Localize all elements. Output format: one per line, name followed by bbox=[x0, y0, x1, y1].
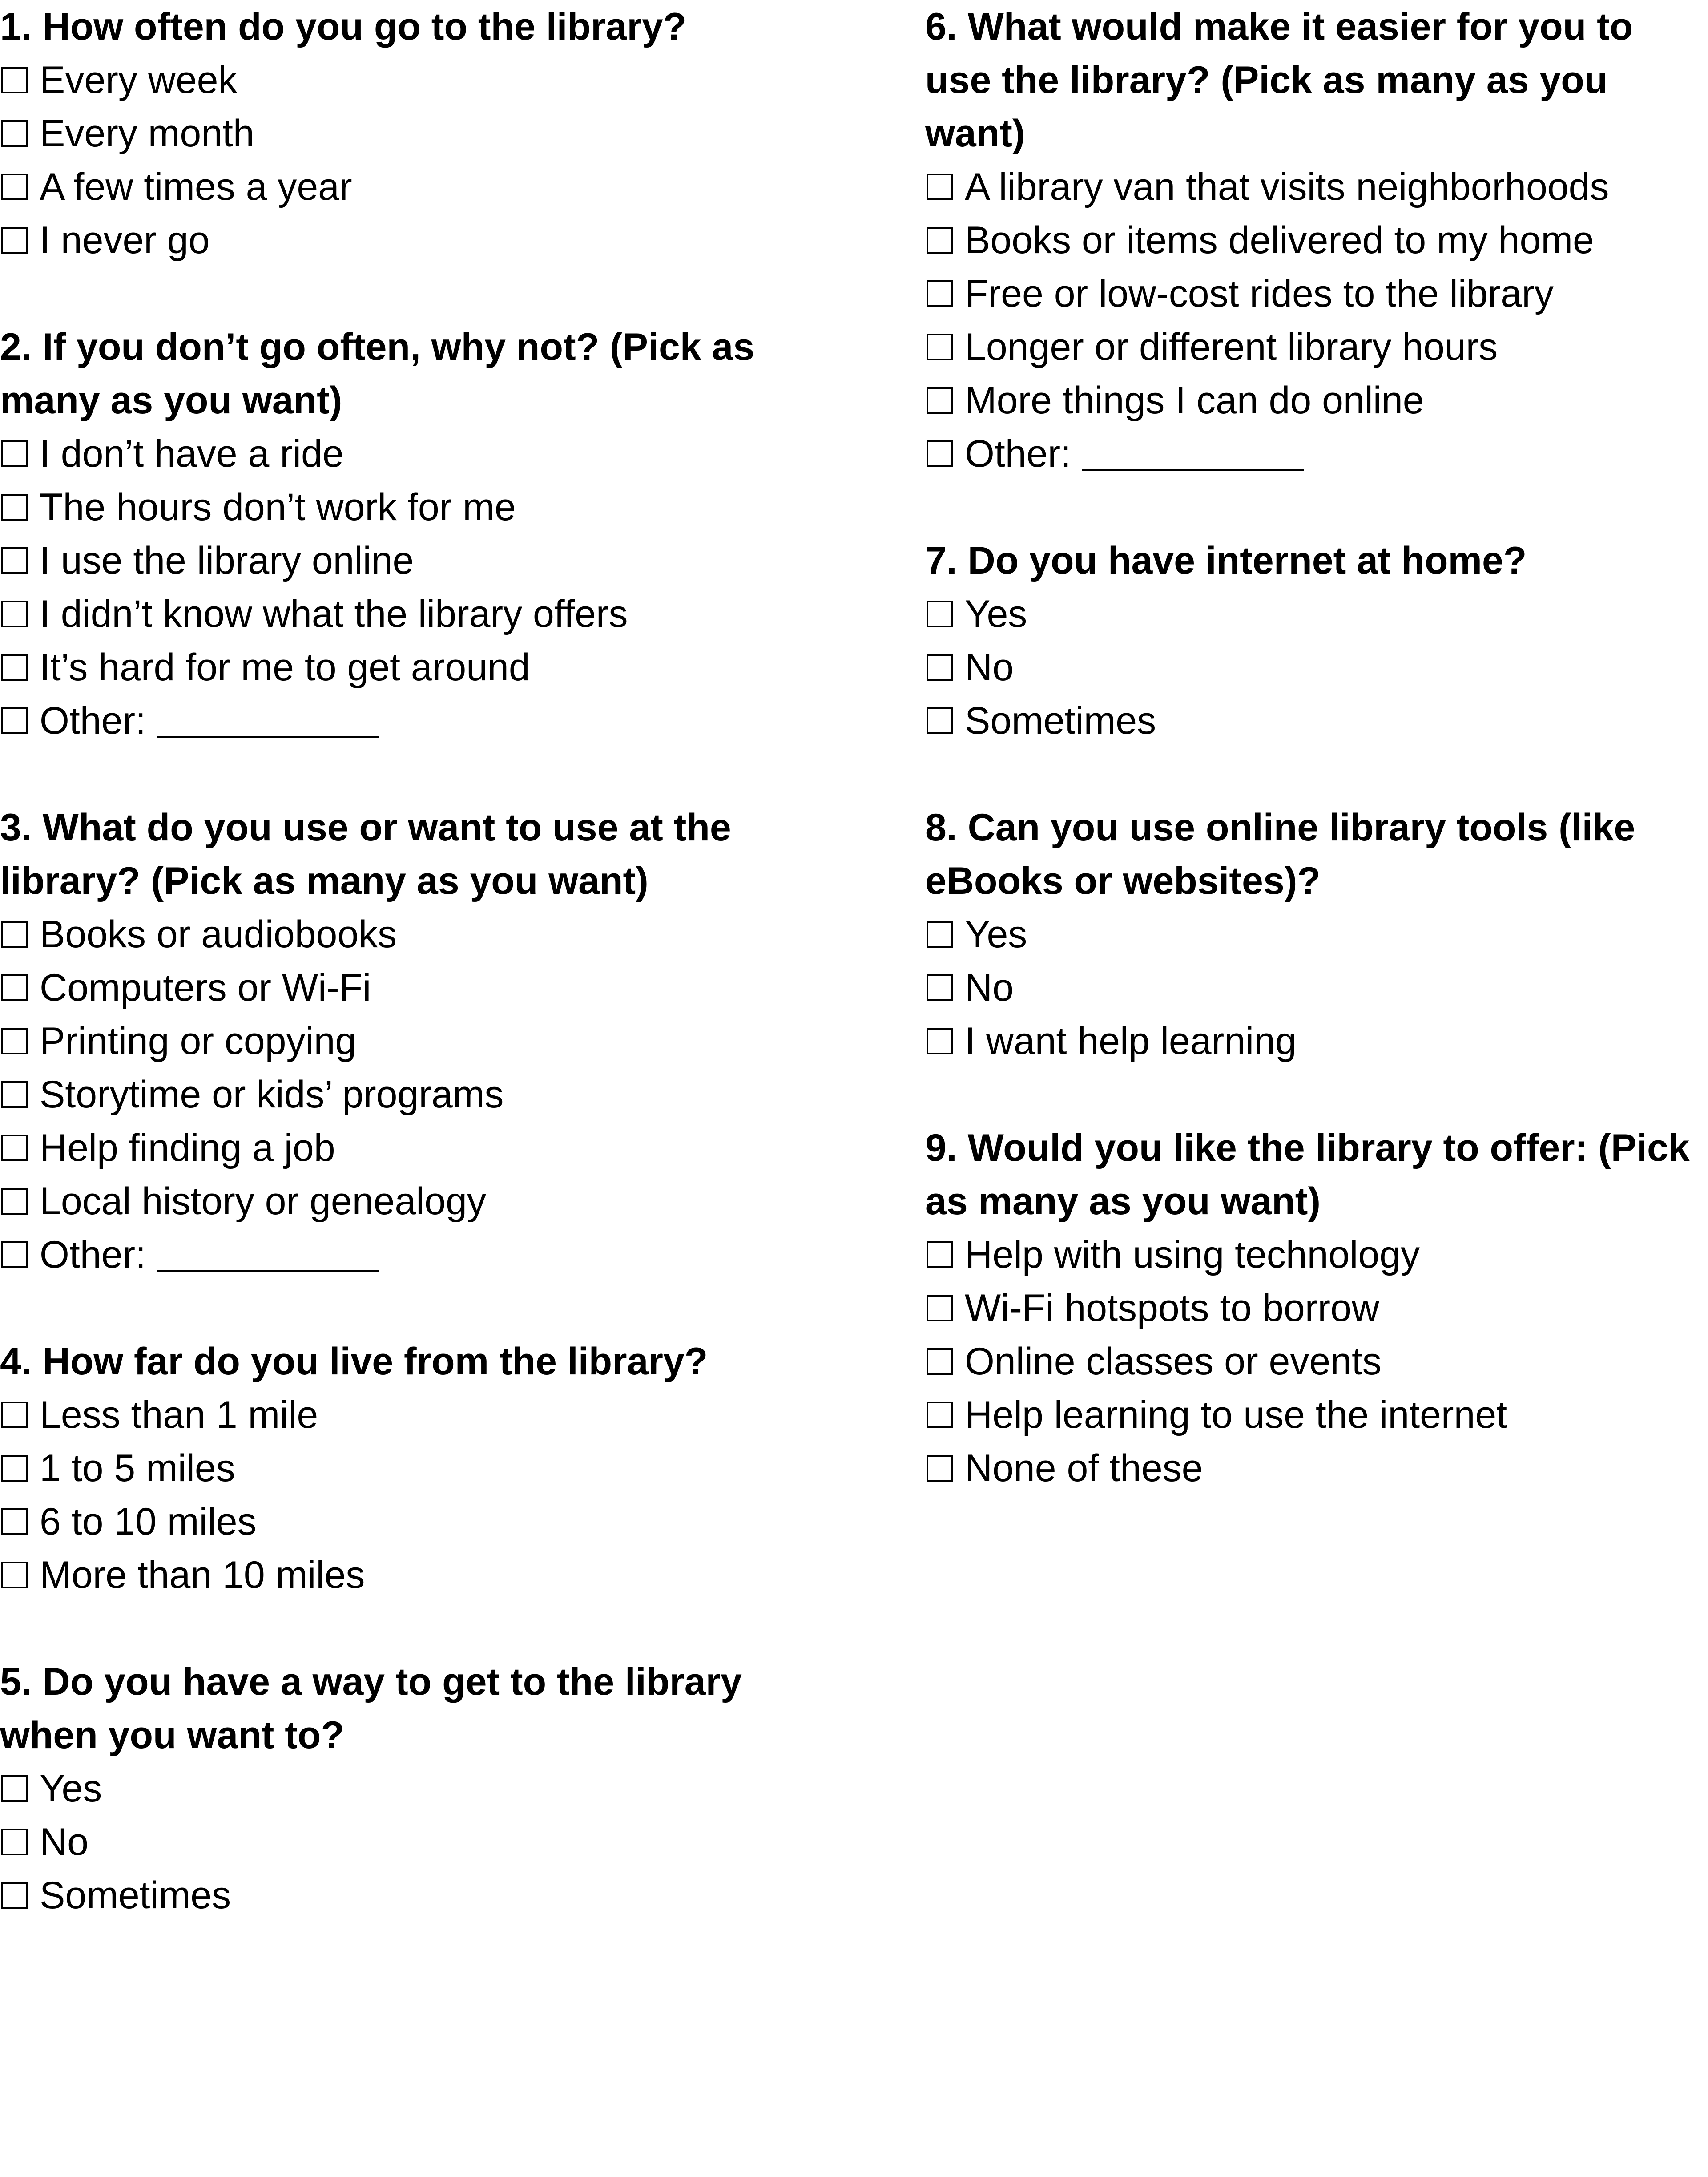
option-other[interactable] bbox=[925, 427, 1708, 481]
option-checkbox[interactable] bbox=[0, 1121, 783, 1175]
option-label: Books or audiobooks bbox=[40, 913, 397, 956]
option-label: I use the library online bbox=[40, 539, 414, 582]
option-label: 1 to 5 miles bbox=[40, 1447, 235, 1490]
checkbox-icon[interactable] bbox=[1, 1829, 28, 1855]
question-7 bbox=[925, 534, 1708, 747]
option-label: Online classes or events bbox=[965, 1340, 1382, 1383]
option-label: Printing or copying bbox=[40, 1020, 357, 1062]
option-label: Help finding a job bbox=[40, 1127, 335, 1169]
option-checkbox[interactable] bbox=[0, 1762, 783, 1815]
checkbox-icon[interactable] bbox=[927, 387, 953, 414]
option-checkbox[interactable] bbox=[925, 1228, 1708, 1281]
question-6-options bbox=[925, 160, 1708, 481]
option-checkbox[interactable] bbox=[925, 587, 1708, 641]
checkbox-icon[interactable] bbox=[1, 67, 28, 93]
checkbox-icon[interactable] bbox=[927, 601, 953, 627]
option-checkbox[interactable] bbox=[0, 481, 783, 534]
option-checkbox[interactable] bbox=[925, 694, 1708, 747]
checkbox-icon[interactable] bbox=[1, 1775, 28, 1802]
option-checkbox[interactable] bbox=[0, 107, 783, 160]
option-checkbox[interactable] bbox=[0, 1014, 783, 1068]
option-checkbox[interactable] bbox=[925, 1281, 1708, 1335]
checkbox-icon[interactable] bbox=[927, 1028, 953, 1054]
checkbox-icon[interactable] bbox=[927, 174, 953, 200]
option-checkbox[interactable] bbox=[0, 534, 783, 587]
option-label: Every month bbox=[40, 112, 254, 155]
checkbox-icon[interactable] bbox=[1, 174, 28, 200]
checkbox-icon[interactable] bbox=[927, 1402, 953, 1428]
question-8-title: 8. Can you use online library tools (like eBooks or websites)? bbox=[925, 806, 1635, 902]
option-checkbox[interactable] bbox=[925, 1335, 1708, 1388]
option-label: Computers or Wi-Fi bbox=[40, 966, 371, 1009]
option-label: Storytime or kids’ programs bbox=[40, 1073, 504, 1116]
checkbox-icon[interactable] bbox=[1, 440, 28, 467]
option-label: More things I can do online bbox=[965, 379, 1424, 422]
option-other[interactable] bbox=[0, 1228, 783, 1281]
question-2-options bbox=[0, 427, 783, 747]
other-blank-line[interactable] bbox=[1082, 469, 1304, 471]
question-9 bbox=[925, 1121, 1708, 1495]
option-label: More than 10 miles bbox=[40, 1554, 365, 1596]
option-label: Free or low-cost rides to the library bbox=[965, 272, 1554, 315]
question-9-title: 9. Would you like the library to offer: (Pick as many as you want) bbox=[925, 1127, 1690, 1223]
option-label: I never go bbox=[40, 219, 210, 262]
checkbox-icon[interactable] bbox=[1, 547, 28, 574]
option-label: A library van that visits neighborhoods bbox=[965, 166, 1609, 208]
question-4-options bbox=[0, 1388, 783, 1602]
option-label: Books or items delivered to my home bbox=[965, 219, 1594, 262]
option-label: Yes bbox=[965, 593, 1027, 635]
option-checkbox[interactable] bbox=[925, 160, 1708, 214]
option-checkbox[interactable] bbox=[925, 267, 1708, 320]
option-label: No bbox=[40, 1821, 89, 1863]
option-label: Every week bbox=[40, 59, 238, 101]
question-1-title: 1. How often do you go to the library? bbox=[0, 5, 687, 48]
checkbox-icon[interactable] bbox=[1, 707, 28, 734]
option-checkbox[interactable] bbox=[0, 908, 783, 961]
option-checkbox[interactable] bbox=[0, 641, 783, 694]
option-label: Other: bbox=[40, 699, 146, 742]
option-label: A few times a year bbox=[40, 166, 352, 208]
checkbox-icon[interactable] bbox=[927, 974, 953, 1001]
option-label: Local history or genealogy bbox=[40, 1180, 486, 1223]
option-checkbox[interactable] bbox=[925, 374, 1708, 427]
question-3-title: 3. What do you use or want to use at the library? (Pick as many as you want) bbox=[0, 806, 731, 902]
option-checkbox[interactable] bbox=[925, 320, 1708, 374]
question-4 bbox=[0, 1335, 783, 1602]
option-checkbox[interactable] bbox=[0, 1495, 783, 1548]
option-label: It’s hard for me to get around bbox=[40, 646, 530, 689]
checkbox-icon[interactable] bbox=[1, 1402, 28, 1428]
checkbox-icon[interactable] bbox=[1, 1028, 28, 1054]
checkbox-icon[interactable] bbox=[1, 227, 28, 254]
question-2-title: 2. If you don’t go often, why not? (Pick as many as you want) bbox=[0, 326, 755, 422]
option-checkbox[interactable] bbox=[0, 427, 783, 481]
option-label: Longer or different library hours bbox=[965, 326, 1498, 368]
question-2 bbox=[0, 320, 783, 747]
checkbox-icon[interactable] bbox=[927, 280, 953, 307]
checkbox-icon[interactable] bbox=[1, 1188, 28, 1215]
checkbox-icon[interactable] bbox=[1, 1135, 28, 1161]
question-8-options bbox=[925, 908, 1708, 1068]
checkbox-icon[interactable] bbox=[927, 707, 953, 734]
checkbox-icon[interactable] bbox=[1, 1562, 28, 1588]
question-6-title: 6. What would make it easier for you to use the library? (Pick as many as you want) bbox=[925, 5, 1633, 155]
question-4-title: 4. How far do you live from the library? bbox=[0, 1340, 708, 1383]
checkbox-icon[interactable] bbox=[1, 1508, 28, 1535]
option-checkbox[interactable] bbox=[0, 1442, 783, 1495]
question-7-title: 7. Do you have internet at home? bbox=[925, 539, 1527, 582]
option-checkbox[interactable] bbox=[925, 641, 1708, 694]
checkbox-icon[interactable] bbox=[927, 1348, 953, 1375]
question-3-options bbox=[0, 908, 783, 1281]
option-label: 6 to 10 miles bbox=[40, 1500, 257, 1543]
checkbox-icon[interactable] bbox=[927, 440, 953, 467]
other-blank-line[interactable] bbox=[157, 1270, 379, 1272]
option-label: Help with using technology bbox=[965, 1233, 1420, 1276]
option-checkbox[interactable] bbox=[0, 1548, 783, 1602]
question-3 bbox=[0, 801, 783, 1281]
checkbox-icon[interactable] bbox=[1, 1081, 28, 1108]
option-label: Less than 1 mile bbox=[40, 1393, 318, 1436]
option-other[interactable] bbox=[0, 694, 783, 747]
left-column bbox=[0, 0, 783, 1975]
option-checkbox[interactable] bbox=[0, 1175, 783, 1228]
option-label: Help learning to use the internet bbox=[965, 1393, 1507, 1436]
option-checkbox[interactable] bbox=[0, 961, 783, 1014]
option-checkbox[interactable] bbox=[925, 1014, 1708, 1068]
option-label: Sometimes bbox=[40, 1874, 231, 1917]
checkbox-icon[interactable] bbox=[1, 1455, 28, 1482]
checkbox-icon[interactable] bbox=[927, 921, 953, 948]
checkbox-icon[interactable] bbox=[1, 494, 28, 521]
option-checkbox[interactable] bbox=[925, 908, 1708, 961]
option-label: The hours don’t work for me bbox=[40, 486, 516, 529]
checkbox-icon[interactable] bbox=[927, 334, 953, 360]
option-label: I didn’t know what the library offers bbox=[40, 593, 628, 635]
question-1 bbox=[0, 0, 783, 267]
checkbox-icon[interactable] bbox=[1, 1882, 28, 1909]
other-blank-line[interactable] bbox=[157, 736, 379, 738]
option-checkbox[interactable] bbox=[0, 214, 783, 267]
option-label: Other: bbox=[40, 1233, 146, 1276]
option-label: Yes bbox=[965, 913, 1027, 956]
option-label: Wi-Fi hotspots to borrow bbox=[965, 1287, 1379, 1329]
option-checkbox[interactable] bbox=[0, 587, 783, 641]
option-checkbox[interactable] bbox=[0, 1869, 783, 1922]
option-label: Sometimes bbox=[965, 699, 1156, 742]
checkbox-icon[interactable] bbox=[927, 1295, 953, 1321]
checkbox-icon[interactable] bbox=[1, 654, 28, 681]
checkbox-icon[interactable] bbox=[927, 1241, 953, 1268]
option-label: I want help learning bbox=[965, 1020, 1297, 1062]
option-checkbox[interactable] bbox=[925, 214, 1708, 267]
checkbox-icon[interactable] bbox=[927, 227, 953, 254]
option-label: No bbox=[965, 646, 1014, 689]
checkbox-icon[interactable] bbox=[1, 1241, 28, 1268]
option-checkbox[interactable] bbox=[0, 1388, 783, 1442]
option-checkbox[interactable] bbox=[0, 160, 783, 214]
option-label: Other: bbox=[965, 432, 1071, 475]
option-label: Yes bbox=[40, 1767, 102, 1810]
option-label: I don’t have a ride bbox=[40, 432, 344, 475]
option-label: No bbox=[965, 966, 1014, 1009]
question-7-options bbox=[925, 587, 1708, 747]
question-5-options bbox=[0, 1762, 783, 1922]
option-checkbox[interactable] bbox=[0, 1068, 783, 1121]
question-8 bbox=[925, 801, 1708, 1068]
question-9-options bbox=[925, 1228, 1708, 1495]
checkbox-icon[interactable] bbox=[1, 120, 28, 147]
option-checkbox[interactable] bbox=[925, 1388, 1708, 1442]
checkbox-icon[interactable] bbox=[927, 654, 953, 681]
option-label: None of these bbox=[965, 1447, 1203, 1490]
checkbox-icon[interactable] bbox=[927, 1455, 953, 1482]
checkbox-icon[interactable] bbox=[1, 921, 28, 948]
option-checkbox[interactable] bbox=[925, 961, 1708, 1014]
question-1-options bbox=[0, 53, 783, 267]
question-5-title: 5. Do you have a way to get to the library when you want to? bbox=[0, 1660, 742, 1757]
checkbox-icon[interactable] bbox=[1, 974, 28, 1001]
right-column bbox=[925, 0, 1708, 1548]
option-checkbox[interactable] bbox=[0, 1815, 783, 1869]
option-checkbox[interactable] bbox=[925, 1442, 1708, 1495]
option-checkbox[interactable] bbox=[0, 53, 783, 107]
question-5 bbox=[0, 1655, 783, 1922]
checkbox-icon[interactable] bbox=[1, 601, 28, 627]
question-6 bbox=[925, 0, 1708, 481]
